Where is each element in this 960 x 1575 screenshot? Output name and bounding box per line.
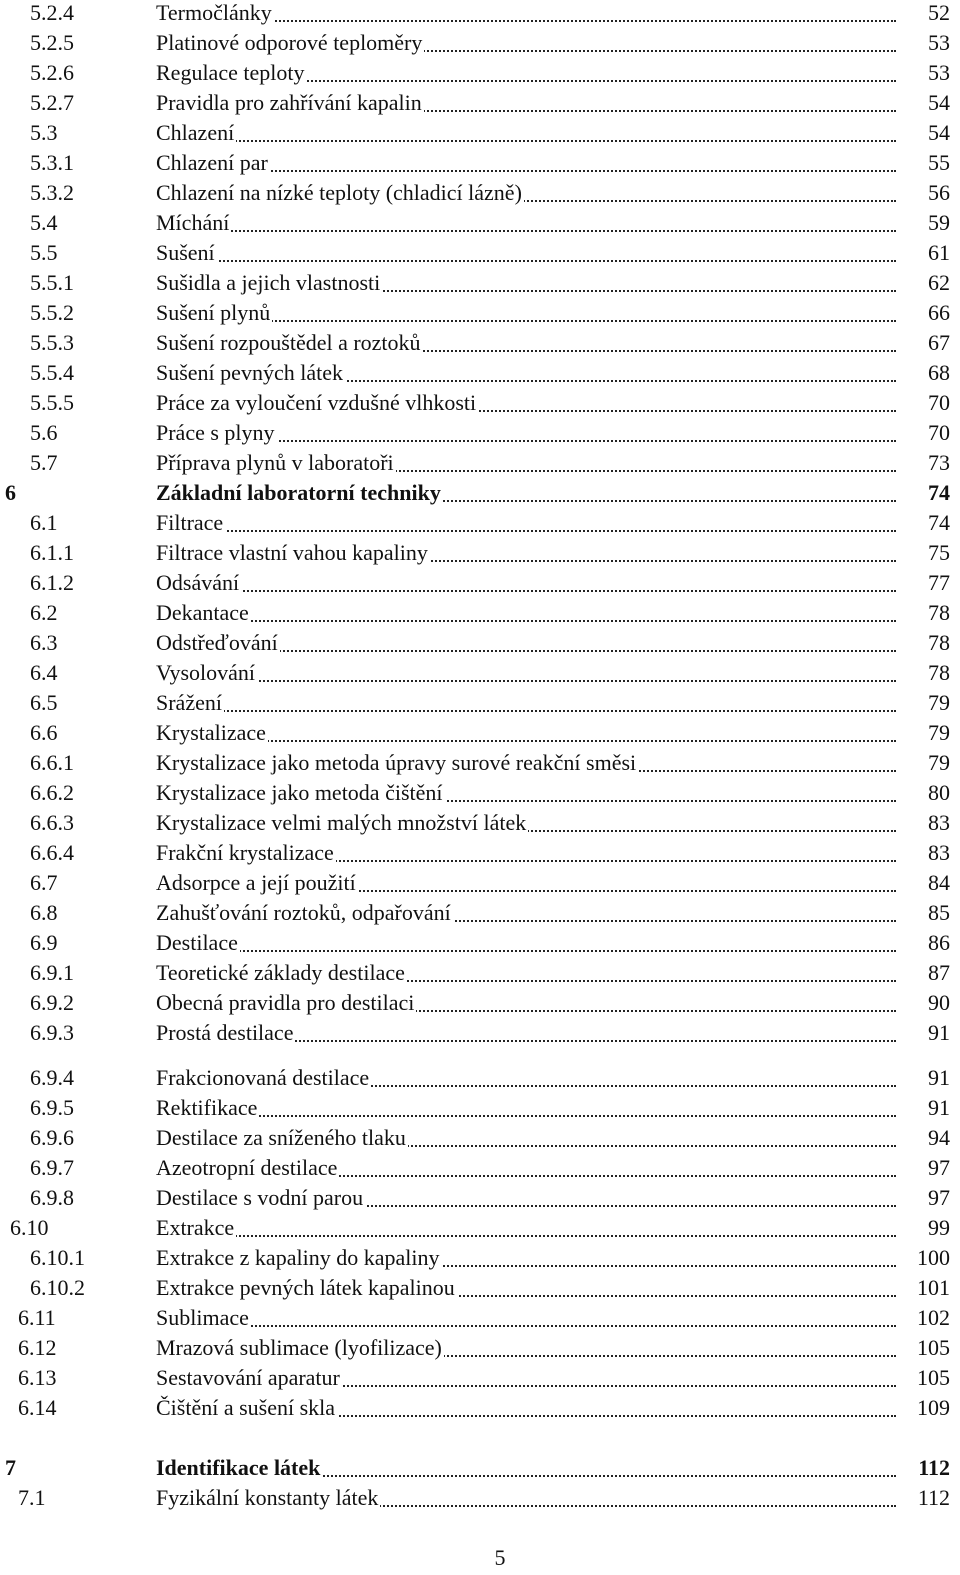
section-number: 6.10.1 [30,1245,85,1270]
toc-entry [0,90,960,120]
page-ref: 79 [924,750,950,776]
page-ref: 80 [924,780,950,806]
section-title-text: Obecná pravidla pro destilaci [156,990,415,1015]
page-ref: 73 [924,450,950,476]
page-ref: 74 [924,510,950,536]
section-title-text: Odstřeďování [156,630,278,655]
section-number: 6.3 [30,630,58,655]
section-title [156,1065,896,1091]
page-ref: 79 [924,720,950,746]
section-title-text: Chlazení par [156,150,268,175]
section-title-text: Platinové odporové teploměry [156,30,423,55]
toc-entry [0,1275,960,1305]
toc-entry [0,0,960,30]
dot-leader [156,708,896,712]
section-title [156,1185,896,1211]
toc-entry [0,600,960,630]
page-ref: 68 [924,360,950,386]
section-number: 6.6 [30,720,58,745]
section-title [156,1215,896,1241]
dot-leader [156,1233,896,1237]
page-ref: 78 [924,600,950,626]
section-number: 6.1.2 [30,570,74,595]
section-number: 5.5.4 [30,360,74,385]
page-ref: 66 [924,300,950,326]
section-title [156,120,896,146]
section-title [156,750,896,776]
section-number: 6.9 [30,930,58,955]
section-title-text: Sušení pevných látek [156,360,343,385]
toc-entry [0,60,960,90]
page-ref: 101 [913,1275,950,1301]
dot-leader [156,138,896,142]
toc-entry [0,570,960,600]
toc-entry [0,120,960,150]
page-ref: 54 [924,120,950,146]
section-title-text: Míchání [156,210,230,235]
section-title-text: Frakcionovaná destilace [156,1065,370,1090]
section-title-text: Destilace [156,930,238,955]
section-title-text: Fyzikální konstanty látek [156,1485,379,1510]
section-title [156,1455,896,1481]
section-number: 5.2.4 [30,0,74,25]
page-ref: 99 [924,1215,950,1241]
section-title [156,1485,896,1511]
section-number: 5.3 [30,120,58,145]
toc-entry [0,1125,960,1155]
section-title [156,810,896,836]
section-number: 5.3.2 [30,180,74,205]
page-ref: 59 [924,210,950,236]
section-title-text: Extrakce z kapaliny do kapaliny [156,1245,440,1270]
page-ref: 83 [924,840,950,866]
section-title [156,510,896,536]
section-title-text: Srážení [156,690,222,715]
section-number: 5.5 [30,240,58,265]
section-title-text: Dekantace [156,600,249,625]
section-title-text: Destilace s vodní parou [156,1185,364,1210]
page-ref: 109 [913,1395,950,1421]
section-title [156,570,896,596]
section-title [156,90,896,116]
toc-entry [0,420,960,450]
section-title [156,1365,896,1391]
section-title-text: Práce s plyny [156,420,275,445]
section-title-text: Chlazení na nízké teploty (chladicí lázně) [156,180,522,205]
section-title [156,690,896,716]
toc-entry [0,180,960,210]
section-title [156,150,896,176]
dot-leader [156,678,896,682]
toc-entry [0,720,960,750]
page-ref: 74 [924,480,950,506]
toc-entry [0,900,960,930]
section-title [156,660,896,686]
page-ref: 62 [924,270,950,296]
section-title [156,1155,896,1181]
page-ref: 61 [924,240,950,266]
section-title-text: Zahušťování roztoků, odpařování [156,900,451,925]
section-number: 6.6.1 [30,750,74,775]
page-ref: 56 [924,180,950,206]
toc-entry [0,870,960,900]
section-number: 5.2.7 [30,90,74,115]
section-title [156,360,896,386]
section-title [156,540,896,566]
toc-entry [0,1335,960,1365]
section-title [156,1335,896,1361]
section-title-text: Práce za vyloučení vzdušné vlhkosti [156,390,477,415]
section-number: 6.9.6 [30,1125,74,1150]
section-title [156,1125,896,1151]
section-title [156,180,896,206]
section-number: 5.6 [30,420,58,445]
page-ref: 105 [913,1335,950,1361]
section-number: 6.13 [18,1365,57,1390]
page-ref: 90 [924,990,950,1016]
toc-entry [0,990,960,1020]
page-ref: 78 [924,660,950,686]
toc-entry [0,1395,960,1425]
section-title-text: Krystalizace velmi malých množství látek [156,810,527,835]
section-number: 6.1 [30,510,58,535]
section-title [156,480,896,506]
section-title-text: Filtrace vlastní vahou kapaliny [156,540,428,565]
page-ref: 75 [924,540,950,566]
section-title-text: Filtrace [156,510,224,535]
page-ref: 97 [924,1185,950,1211]
section-number: 5.5.2 [30,300,74,325]
page-ref: 77 [924,570,950,596]
dot-leader [156,258,896,262]
toc-entry [0,1245,960,1275]
dot-leader [156,1113,896,1117]
section-number: 6.7 [30,870,58,895]
section-number: 6.11 [18,1305,56,1330]
section-title [156,600,896,626]
toc-entry [0,840,960,870]
section-title-text: Rektifikace [156,1095,258,1120]
section-number: 6.5 [30,690,58,715]
section-title-text: Extrakce pevných látek kapalinou [156,1275,455,1300]
section-title-text: Krystalizace [156,720,266,745]
page-ref: 91 [924,1065,950,1091]
toc-entry [0,240,960,270]
section-title-text: Prostá destilace [156,1020,294,1045]
section-title [156,630,896,656]
section-title [156,1020,896,1046]
section-title-text: Extrakce [156,1215,235,1240]
section-number: 6.9.3 [30,1020,74,1045]
section-title [156,210,896,236]
section-title-text: Příprava plynů v laboratoři [156,450,394,475]
toc-entry [0,1215,960,1245]
section-number: 6.6.3 [30,810,74,835]
section-number: 5.2.6 [30,60,74,85]
page-ref: 70 [924,390,950,416]
toc-entry [0,690,960,720]
page-ref: 94 [924,1125,950,1151]
section-number: 5.5.5 [30,390,74,415]
page-ref: 112 [914,1485,950,1511]
section-title-text: Sušidla a jejich vlastnosti [156,270,381,295]
toc-entry [0,1065,960,1095]
toc-entry [0,300,960,330]
section-title-text: Čištění a sušení skla [156,1395,336,1420]
section-title-text: Krystalizace jako metoda úpravy surové reakční směsi [156,750,637,775]
section-title-text: Termočlánky [156,0,272,25]
toc-entry [0,30,960,60]
toc-entry [0,1365,960,1395]
dot-leader [156,1323,896,1327]
section-number: 5.4 [30,210,58,235]
toc-entry [0,510,960,540]
section-title [156,1395,896,1421]
section-number: 6.10.2 [30,1275,85,1300]
toc-entry [0,1095,960,1125]
section-title-text: Regulace teploty [156,60,305,85]
section-title [156,1305,896,1331]
section-title [156,450,896,476]
toc-entry [0,150,960,180]
page-ref: 112 [914,1455,950,1481]
toc-entry [0,450,960,480]
page-ref: 86 [924,930,950,956]
section-title [156,900,896,926]
section-title [156,960,896,986]
page-ref: 52 [924,0,950,26]
section-title [156,420,896,446]
section-number: 6.12 [18,1335,57,1360]
section-number: 7 [5,1455,16,1480]
page-ref: 85 [924,900,950,926]
toc-entry [0,1305,960,1335]
section-title [156,990,896,1016]
toc-entry [0,1455,960,1485]
toc-entry [0,750,960,780]
section-number: 6.2 [30,600,58,625]
section-title [156,0,896,26]
toc-entry [0,480,960,510]
page-ref: 83 [924,810,950,836]
section-title [156,840,896,866]
page-ref: 70 [924,420,950,446]
toc-entry [0,960,960,990]
section-title-text: Základní laboratorní techniky [156,480,441,505]
section-title [156,390,896,416]
section-title-text: Sublimace [156,1305,249,1330]
page-number: 5 [494,1545,506,1570]
section-number: 7.1 [18,1485,46,1510]
section-title-text: Chlazení [156,120,235,145]
toc-entry [0,660,960,690]
page-ref: 54 [924,90,950,116]
section-title-text: Teoretické základy destilace [156,960,405,985]
page-ref: 67 [924,330,950,356]
toc-entry [0,360,960,390]
section-title-text: Pravidla pro zahřívání kapalin [156,90,422,115]
section-title [156,240,896,266]
section-title [156,1245,896,1271]
section-number: 6.6.4 [30,840,74,865]
section-title-text: Identifikace látek [156,1455,321,1480]
toc-entry [0,630,960,660]
section-title [156,300,896,326]
section-title-text: Azeotropní destilace [156,1155,338,1180]
section-title-text: Sestavování aparatur [156,1365,340,1390]
toc-entry [0,270,960,300]
section-title [156,930,896,956]
page-ref: 97 [924,1155,950,1181]
section-title-text: Mrazová sublimace (lyofilizace) [156,1335,442,1360]
section-number: 6.14 [18,1395,57,1420]
section-number: 6 [5,480,16,505]
section-title [156,870,896,896]
section-number: 5.5.1 [30,270,74,295]
section-title-text: Sušení [156,240,215,265]
section-title-text: Odsávání [156,570,240,595]
section-number: 6.6.2 [30,780,74,805]
section-number: 6.9.2 [30,990,74,1015]
toc-entry [0,1020,960,1050]
section-number: 6.10 [10,1215,49,1240]
section-title-text: Adsorpce a její použití [156,870,356,895]
section-number: 6.9.7 [30,1155,74,1180]
section-title [156,780,896,806]
section-title-text: Sušení plynů [156,300,271,325]
toc-entry [0,780,960,810]
section-title-text: Frakční krystalizace [156,840,334,865]
section-title [156,270,896,296]
toc-entry [0,330,960,360]
page-ref: 84 [924,870,950,896]
toc-entry [0,540,960,570]
section-number: 5.2.5 [30,30,74,55]
section-title-text: Sušení rozpouštědel a roztoků [156,330,421,355]
section-number: 5.5.3 [30,330,74,355]
toc-entry [0,1185,960,1215]
page-ref: 79 [924,690,950,716]
section-title-text: Krystalizace jako metoda čištění [156,780,443,805]
toc-entry [0,930,960,960]
toc-entry [0,810,960,840]
toc-entry [0,1485,960,1515]
section-number: 6.9.1 [30,960,74,985]
page-ref: 105 [913,1365,950,1391]
page-ref: 55 [924,150,950,176]
section-number: 6.1.1 [30,540,74,565]
section-number: 6.9.4 [30,1065,74,1090]
page-ref: 53 [924,30,950,56]
page-ref: 53 [924,60,950,86]
toc-entry [0,210,960,240]
toc-entry [0,1155,960,1185]
dot-leader [156,588,896,592]
section-title-text: Destilace za sníženého tlaku [156,1125,406,1150]
section-title [156,720,896,746]
section-title [156,60,896,86]
section-title [156,30,896,56]
dot-leader [156,948,896,952]
section-number: 5.7 [30,450,58,475]
page-ref: 91 [924,1095,950,1121]
page-ref: 87 [924,960,950,986]
toc-entry [0,390,960,420]
page-ref: 78 [924,630,950,656]
section-number: 6.4 [30,660,58,685]
section-number: 6.9.8 [30,1185,74,1210]
section-number: 5.3.1 [30,150,74,175]
section-number: 6.8 [30,900,58,925]
section-title [156,1275,896,1301]
section-title [156,1095,896,1121]
section-title [156,330,896,356]
section-title-text: Vysolování [156,660,255,685]
page-ref: 100 [913,1245,950,1271]
dot-leader [156,618,896,622]
dot-leader [156,528,896,532]
dot-leader [156,228,896,232]
page-ref: 91 [924,1020,950,1046]
page-ref: 102 [913,1305,950,1331]
section-number: 6.9.5 [30,1095,74,1120]
